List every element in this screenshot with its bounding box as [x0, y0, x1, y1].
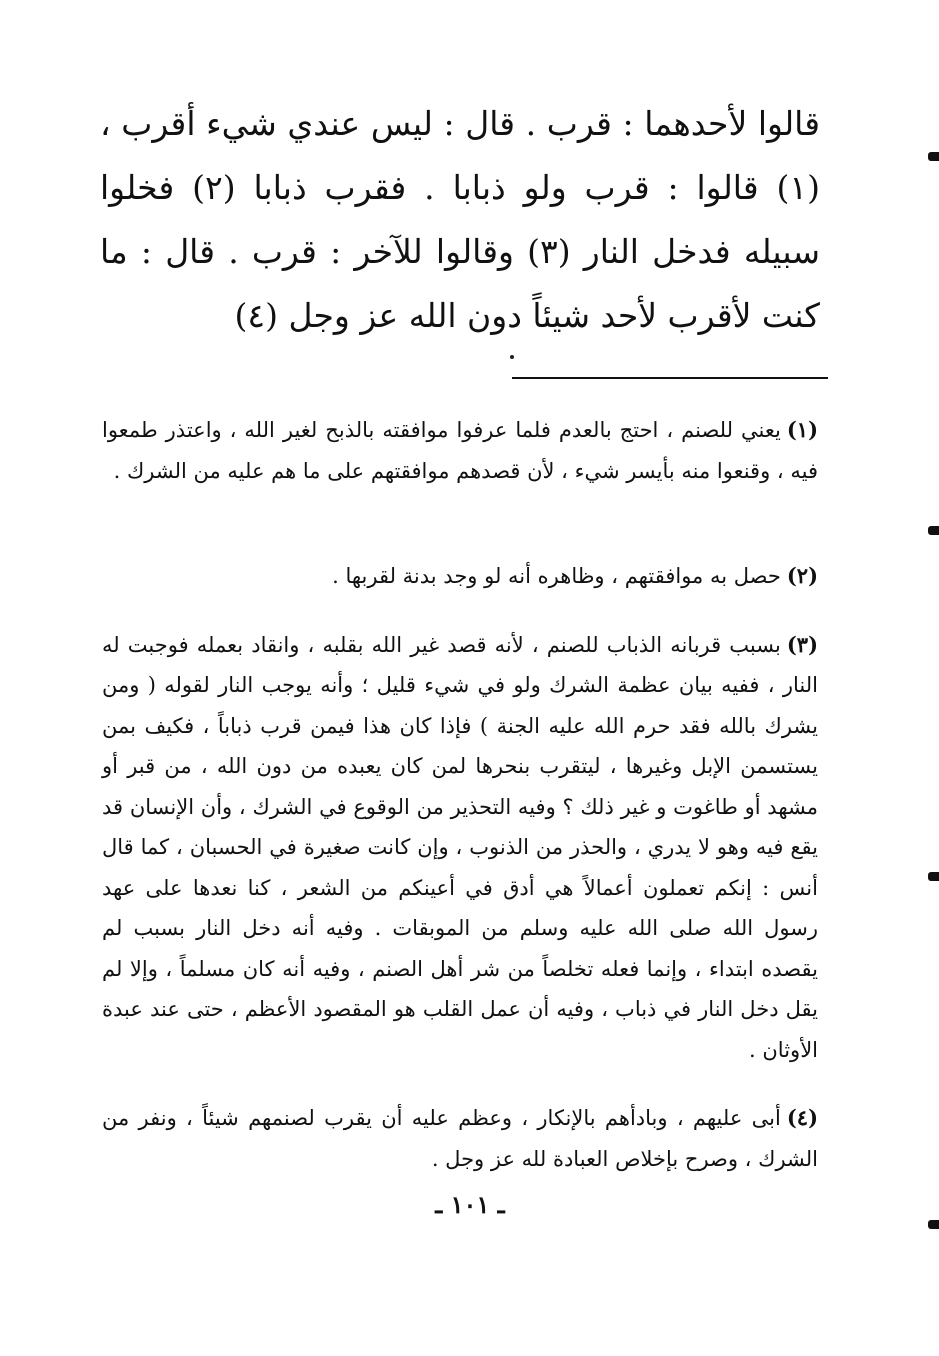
footnote-separator [512, 377, 828, 379]
footnote-number: (٣) [786, 631, 818, 657]
footnote-text: أبى عليهم ، وبادأهم بالإنكار ، وعظم عليه أن يقرب لصنمهم شيئاً ، ونفر من الشرك ، وصرح بإخلاص العبادة لله عز وجل . [102, 1106, 818, 1171]
footnote-number: (٢) [786, 563, 818, 588]
footnote-4 [102, 1098, 818, 1179]
main-text-block [100, 92, 820, 348]
scan-edge-mark [928, 526, 939, 535]
footnotes [102, 410, 818, 1179]
footnote-2 [102, 556, 818, 597]
scan-edge-mark [928, 872, 939, 881]
footnote-1 [102, 410, 818, 532]
footnote-3 [102, 625, 818, 1071]
main-paragraph: قالوا لأحدهما : قرب . قال : ليس عندي شيء أقرب ، (١) قالوا : قرب ولو ذبابا . فقرب ذبابا (٢) فخلوا سبيله فدخل النار (٣) وقالوا للآخر : قرب . قال : ما كنت لأقرب لأحد شيئاً دون الله عز وجل (٤) [100, 104, 821, 335]
stray-dot [510, 355, 514, 359]
footnote-number: (٤) [786, 1105, 818, 1130]
footnote-text: بسبب قربانه الذباب للصنم ، لأنه قصد غير الله بقلبه ، وانقاد بعمله فوجبت له النار ، ففيه بيان عظمة الشرك ولو في شيء قليل ؛ وأنه يوجب النار لقوله ( ومن يشرك بالله فقد حرم الله عليه الجنة ) فإذا كان هذا فيمن قرب ذباباً ، فكيف بمن يستسمن الإبل وغيرها ، ليتقرب بنحرها لمن كان يعبده من دون الله ، من قبر أو مشهد أو طاغوت و غير ذلك ؟ وفيه التحذير من الوقوع في الشرك ، وأن الإنسان قد يقع فيه وهو لا يدري ، والحذر من الذنوب ، وإن كانت صغيرة في الحسبان ، كما قال أنس : إنكم تعملون أعمالاً هي أدق في أعينكم من الشعر ، كنا نعدها على عهد رسول الله صلى الله عليه وسلم من الموبقات . وفيه أنه دخل النار بسبب لم يقصده ابتداء ، وإنما فعله تخلصاً من شر أهل الصنم ، وفيه أنه كان مسلماً ، وإلا لم يقل دخل النار في ذباب ، وفيه أن عمل القلب هو المقصود الأعظم ، حتى عند عبدة الأوثان . [102, 632, 818, 1062]
footnote-number: (١) [786, 417, 818, 442]
page-number: ـ ١٠١ ـ [435, 1190, 505, 1219]
scan-edge-mark [928, 1220, 939, 1229]
scan-edge-mark [928, 152, 939, 161]
footnote-text: حصل به موافقتهم ، وظاهره أنه لو وجد بدنة لقربها . [332, 564, 781, 588]
footnote-text: يعني للصنم ، احتج بالعدم فلما عرفوا موافقته بالذبح لغير الله ، واعتذر طمعوا فيه ، وقنعوا منه بأيسر شيء ، لأن قصدهم موافقتهم على ما هم عليه من الشرك . [102, 418, 818, 483]
